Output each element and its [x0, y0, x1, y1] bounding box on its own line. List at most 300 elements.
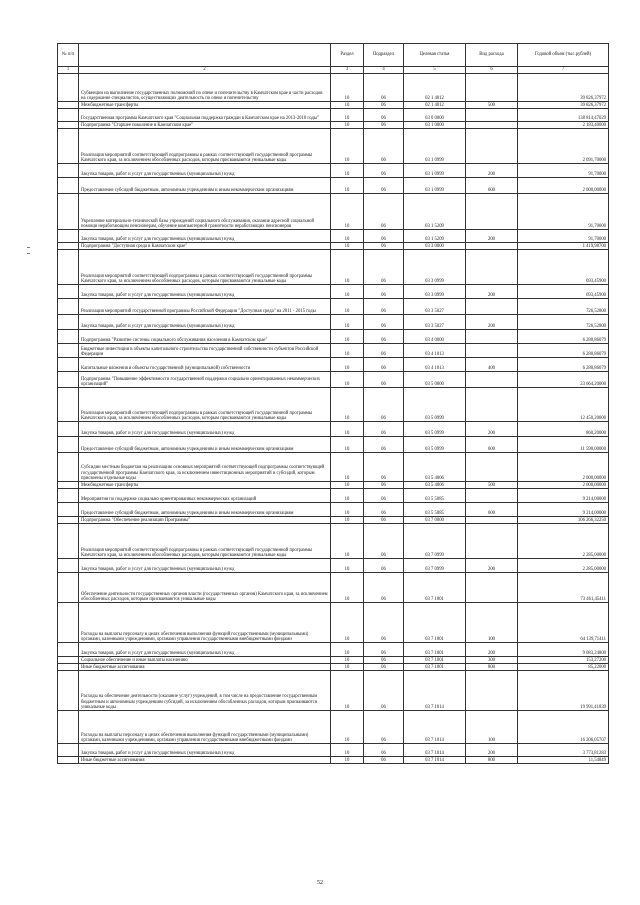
table-row — [58, 489, 609, 503]
cell-tselevaya-statya: 03 3 5027 — [404, 299, 466, 315]
cell-vid-raskhoda — [466, 194, 518, 230]
cell-num — [58, 671, 79, 711]
cell-podrazdel: 06 — [364, 109, 404, 122]
cell-podrazdel: 06 — [364, 657, 404, 664]
cell-razdel: 10 — [331, 524, 364, 559]
cell-podrazdel: 06 — [364, 757, 404, 764]
cell-amount: 73 461,45411 — [518, 573, 609, 603]
cell-amount: 19 991,41839 — [518, 671, 609, 711]
cell-vid-raskhoda — [466, 330, 518, 344]
cell-podrazdel: 06 — [364, 664, 404, 671]
cell-num — [58, 489, 79, 503]
cell-vid-raskhoda: 200 — [466, 559, 518, 573]
cell-num — [58, 517, 79, 524]
cell-podrazdel: 06 — [364, 643, 404, 657]
cell-podrazdel: 06 — [364, 711, 404, 744]
cell-num — [58, 372, 79, 388]
cell-amount: 1 419,98700 — [518, 243, 609, 250]
cell-tselevaya-statya: 03 1 5209 — [404, 230, 466, 243]
cell-amount: 693,45900 — [518, 285, 609, 299]
table-row — [58, 437, 609, 453]
cell-amount: 6 280,86079 — [518, 344, 609, 358]
cell-podrazdel: 06 — [364, 437, 404, 453]
cell-razdel: 10 — [331, 358, 364, 372]
cell-razdel: 10 — [331, 372, 364, 388]
cell-amount: 726,52800 — [518, 299, 609, 315]
table-header-row — [58, 44, 609, 67]
page-number: 52 — [317, 880, 323, 886]
cell-tselevaya-statya: 03 7 1001 — [404, 573, 466, 603]
cell-tselevaya-statya: 03 4 1013 — [404, 344, 466, 358]
cell-num — [58, 453, 79, 482]
cell-num — [58, 330, 79, 344]
cell-podrazdel: 06 — [364, 330, 404, 344]
cell-num — [58, 664, 79, 671]
cell-name: Субвенции на выполнение государственных полномочий по опеке и попечительству в Камчатском крае в части расходов на содержание специалистов, осуществляющих деятельность по опеке и попечительству — [79, 74, 331, 102]
cell-razdel: 10 — [331, 178, 364, 194]
cell-name: Предоставление субсидий бюджетным, автономным учреждениям и иным некоммерческим организациям — [79, 437, 331, 453]
cell-name: Закупка товаров, работ и услуг для государственных (муниципальных) нужд — [79, 643, 331, 657]
cell-amount: 2 285,00000 — [518, 559, 609, 573]
cell-vid-raskhoda — [466, 243, 518, 250]
cell-amount: 2 000,00000 — [518, 482, 609, 489]
cell-num — [58, 524, 79, 559]
cell-num — [58, 74, 79, 102]
cell-razdel: 10 — [331, 559, 364, 573]
cell-razdel: 10 — [331, 109, 364, 122]
cell-podrazdel: 06 — [364, 102, 404, 109]
cell-amount: 39 826,37972 — [518, 102, 609, 109]
cell-num — [58, 315, 79, 330]
cell-num — [58, 437, 79, 453]
cell-razdel: 10 — [331, 482, 364, 489]
cell-num — [58, 482, 79, 489]
cell-tselevaya-statya: 03 7 1001 — [404, 603, 466, 643]
cell-vid-raskhoda: 600 — [466, 437, 518, 453]
cell-razdel: 10 — [331, 299, 364, 315]
cell-amount: 11,54849 — [518, 757, 609, 764]
cell-podrazdel: 06 — [364, 524, 404, 559]
cell-tselevaya-statya: 03 5 4006 — [404, 482, 466, 489]
cell-num — [58, 102, 79, 109]
table-row — [58, 671, 609, 711]
cell-podrazdel: 06 — [364, 243, 404, 250]
table-row — [58, 711, 609, 744]
cell-name: Социальное обеспечение и иные выплаты населению — [79, 657, 331, 664]
cell-tselevaya-statya: 03 3 5027 — [404, 315, 466, 330]
cell-name: Государственная программа Камчатского края "Социальная поддержка граждан в Камчатском крае на 2013-2018 годы" — [79, 109, 331, 122]
budget-table — [57, 43, 609, 764]
cell-num — [58, 194, 79, 230]
margin-mark — [27, 247, 30, 248]
cell-podrazdel: 06 — [364, 285, 404, 299]
cell-tselevaya-statya: 03 7 1001 — [404, 643, 466, 657]
table-row — [58, 285, 609, 299]
cell-amount: 91,70000 — [518, 230, 609, 243]
cell-razdel: 10 — [331, 388, 364, 422]
cell-vid-raskhoda — [466, 122, 518, 129]
table-row — [58, 482, 609, 489]
cell-podrazdel: 06 — [364, 164, 404, 178]
cell-name: Мероприятия по поддержке социально ориентированных некоммерческих организаций — [79, 489, 331, 503]
cell-tselevaya-statya: 03 5 0999 — [404, 388, 466, 422]
cell-vid-raskhoda — [466, 517, 518, 524]
cell-podrazdel: 06 — [364, 129, 404, 164]
cell-name: Закупка товаров, работ и услуг для государственных (муниципальных) нужд — [79, 285, 331, 299]
cell-podrazdel: 06 — [364, 503, 404, 517]
cell-amount: 6 280,86079 — [518, 330, 609, 344]
cell-amount: 106 266,32250 — [518, 517, 609, 524]
cell-vid-raskhoda — [466, 129, 518, 164]
cell-podrazdel: 06 — [364, 194, 404, 230]
cell-tselevaya-statya: 03 1 5209 — [404, 194, 466, 230]
cell-num — [58, 388, 79, 422]
cell-podrazdel: 06 — [364, 482, 404, 489]
cell-name: Иные бюджетные ассигнования — [79, 757, 331, 764]
table-row — [58, 643, 609, 657]
cell-num — [58, 109, 79, 122]
cell-razdel: 10 — [331, 437, 364, 453]
cell-num — [58, 358, 79, 372]
cell-num — [58, 503, 79, 517]
header-razdel: Раздел — [331, 44, 364, 67]
cell-razdel: 10 — [331, 744, 364, 757]
table-row — [58, 372, 609, 388]
cell-num — [58, 744, 79, 757]
cell-vid-raskhoda — [466, 453, 518, 482]
table-row — [58, 573, 609, 603]
cell-num — [58, 299, 79, 315]
cell-name: Подпрограмма "Повышение эффективности государственной поддержки социально ориентированных некоммерческих организаций" — [79, 372, 331, 388]
cell-num — [58, 285, 79, 299]
cell-tselevaya-statya: 03 4 0000 — [404, 330, 466, 344]
cell-name: Предоставление субсидий бюджетным, автономным учреждениям и иным некоммерческим организациям — [79, 503, 331, 517]
table-row — [58, 315, 609, 330]
cell-tselevaya-statya: 03 1 0000 — [404, 122, 466, 129]
header-tselevaya-statya: Целевая статья — [404, 44, 466, 67]
table-row — [58, 603, 609, 643]
cell-razdel: 10 — [331, 74, 364, 102]
table-row — [58, 757, 609, 764]
cell-vid-raskhoda: 200 — [466, 230, 518, 243]
cell-name: Капитальные вложения в объекты государственной (муниципальной) собственности — [79, 358, 331, 372]
cell-vid-raskhoda: 800 — [466, 664, 518, 671]
cell-vid-raskhoda — [466, 299, 518, 315]
column-number-row — [58, 67, 609, 74]
cell-amount: 2 000,00000 — [518, 178, 609, 194]
cell-podrazdel: 06 — [364, 573, 404, 603]
cell-razdel: 10 — [331, 453, 364, 482]
cell-razdel: 10 — [331, 664, 364, 671]
column-number: 1 — [58, 67, 79, 74]
cell-name: Закупка товаров, работ и услуг для государственных (муниципальных) нужд — [79, 744, 331, 757]
cell-num — [58, 243, 79, 250]
table-row — [58, 503, 609, 517]
header-num: № п/п — [58, 44, 79, 67]
cell-num — [58, 164, 79, 178]
header-godovoy-obem: Годовой объем (тыс.рублей) — [518, 44, 609, 67]
cell-razdel: 10 — [331, 489, 364, 503]
cell-tselevaya-statya: 03 7 1014 — [404, 671, 466, 711]
cell-tselevaya-statya: 03 7 1001 — [404, 664, 466, 671]
cell-podrazdel: 06 — [364, 388, 404, 422]
table-row — [58, 129, 609, 164]
cell-vid-raskhoda — [466, 250, 518, 285]
cell-podrazdel: 06 — [364, 344, 404, 358]
cell-num — [58, 603, 79, 643]
column-number: 4 — [364, 67, 404, 74]
table-body — [58, 74, 609, 764]
cell-vid-raskhoda: 200 — [466, 164, 518, 178]
cell-razdel: 10 — [331, 164, 364, 178]
table-row — [58, 178, 609, 194]
cell-razdel: 10 — [331, 643, 364, 657]
cell-amount: 138 814,47029 — [518, 109, 609, 122]
cell-num — [58, 643, 79, 657]
cell-vid-raskhoda — [466, 372, 518, 388]
cell-name: Укрепление материально-технической базы учреждений социального обслуживания, оказание адресной социальной помощи неработающим пенсионерам, обучение компьютерной грамотности неработающих пенсионеров — [79, 194, 331, 230]
table-row — [58, 194, 609, 230]
cell-tselevaya-statya: 03 1 0999 — [404, 164, 466, 178]
table-row — [58, 250, 609, 285]
cell-razdel: 10 — [331, 517, 364, 524]
cell-podrazdel: 06 — [364, 489, 404, 503]
cell-name: Подпрограмма "Обеспечение реализации Программы" — [79, 517, 331, 524]
cell-podrazdel: 06 — [364, 74, 404, 102]
cell-num — [58, 422, 79, 437]
cell-num — [58, 250, 79, 285]
cell-vid-raskhoda: 600 — [466, 503, 518, 517]
cell-name: Реализация мероприятий соответствующей подпрограммы в рамках соответствующей государственной программы Камчатского края, за исключением обособленных расходов, которым присваиваются уникальные коды — [79, 250, 331, 285]
cell-podrazdel: 06 — [364, 299, 404, 315]
cell-name: Межбюджетные трансферты — [79, 482, 331, 489]
cell-tselevaya-statya: 03 0 0000 — [404, 109, 466, 122]
cell-razdel: 10 — [331, 194, 364, 230]
cell-vid-raskhoda: 100 — [466, 603, 518, 643]
table-row — [58, 122, 609, 129]
cell-razdel: 10 — [331, 573, 364, 603]
cell-amount: 39 826,37972 — [518, 74, 609, 102]
column-number: 3 — [331, 67, 364, 74]
cell-podrazdel: 06 — [364, 603, 404, 643]
cell-podrazdel: 06 — [364, 559, 404, 573]
cell-name: Расходы на выплаты персоналу в целях обеспечения выполнения функций государственными (муниципальными) органами, казенными учреждениями, органами управления государственными внебюджетными фондами — [79, 603, 331, 643]
cell-podrazdel: 06 — [364, 422, 404, 437]
column-number: 6 — [466, 67, 518, 74]
cell-tselevaya-statya: 03 7 1014 — [404, 711, 466, 744]
cell-podrazdel: 06 — [364, 372, 404, 388]
cell-podrazdel: 06 — [364, 122, 404, 129]
cell-razdel: 10 — [331, 422, 364, 437]
cell-name: Реализация мероприятий соответствующей подпрограммы в рамках соответствующей государственной программы Камчатского края, за исключением обособленных расходов, которым присваиваются уникальные коды — [79, 524, 331, 559]
cell-name: Реализация мероприятий государственной программы Российской Федерации "Доступная среда" на 2011 - 2015 годы — [79, 299, 331, 315]
column-number: 5 — [404, 67, 466, 74]
cell-podrazdel: 06 — [364, 744, 404, 757]
cell-name: Закупка товаров, работ и услуг для государственных (муниципальных) нужд — [79, 230, 331, 243]
cell-amount: 91,70000 — [518, 164, 609, 178]
cell-num — [58, 230, 79, 243]
cell-vid-raskhoda: 500 — [466, 482, 518, 489]
table-row — [58, 102, 609, 109]
table-row — [58, 74, 609, 102]
table-row — [58, 453, 609, 482]
cell-tselevaya-statya: 03 7 1001 — [404, 657, 466, 664]
cell-name: Закупка товаров, работ и услуг для государственных (муниципальных) нужд — [79, 164, 331, 178]
table-row — [58, 524, 609, 559]
cell-vid-raskhoda — [466, 524, 518, 559]
cell-vid-raskhoda: 800 — [466, 757, 518, 764]
cell-name: Подпрограмма "Развитие системы социального обслуживания населения в Камчатском крае" — [79, 330, 331, 344]
column-number: 2 — [79, 67, 331, 74]
cell-tselevaya-statya: 03 7 0000 — [404, 517, 466, 524]
cell-amount: 9 214,00000 — [518, 489, 609, 503]
cell-podrazdel: 06 — [364, 453, 404, 482]
cell-tselevaya-statya: 03 3 0000 — [404, 243, 466, 250]
cell-num — [58, 573, 79, 603]
cell-name: Бюджетные инвестиции в объекты капитального строительства государственной собственности субъектов Российской Федерации — [79, 344, 331, 358]
cell-razdel: 10 — [331, 285, 364, 299]
cell-vid-raskhoda: 400 — [466, 358, 518, 372]
cell-vid-raskhoda: 100 — [466, 711, 518, 744]
cell-tselevaya-statya: 03 1 0999 — [404, 129, 466, 164]
cell-tselevaya-statya: 03 7 0999 — [404, 559, 466, 573]
table-row — [58, 388, 609, 422]
cell-razdel: 10 — [331, 102, 364, 109]
cell-num — [58, 657, 79, 664]
cell-amount: 2 183,40000 — [518, 122, 609, 129]
cell-num — [58, 178, 79, 194]
cell-tselevaya-statya: 02 1 4012 — [404, 74, 466, 102]
cell-vid-raskhoda — [466, 109, 518, 122]
table-row — [58, 422, 609, 437]
cell-razdel: 10 — [331, 657, 364, 664]
cell-tselevaya-statya: 03 7 0999 — [404, 524, 466, 559]
cell-razdel: 10 — [331, 129, 364, 164]
cell-num — [58, 757, 79, 764]
cell-tselevaya-statya: 03 1 0999 — [404, 178, 466, 194]
cell-vid-raskhoda — [466, 344, 518, 358]
table-row — [58, 330, 609, 344]
cell-vid-raskhoda: 200 — [466, 643, 518, 657]
cell-vid-raskhoda — [466, 388, 518, 422]
cell-tselevaya-statya: 03 7 1014 — [404, 744, 466, 757]
cell-name: Реализация мероприятий соответствующей подпрограммы в рамках соответствующей государственной программы Камчатского края, за исключением обособленных расходов, которым присваиваются уникальные коды — [79, 129, 331, 164]
table-row — [58, 664, 609, 671]
cell-amount: 2 000,00000 — [518, 453, 609, 482]
cell-name: Межбюджетные трансферты — [79, 102, 331, 109]
table-row — [58, 517, 609, 524]
cell-amount: 2 091,70000 — [518, 129, 609, 164]
cell-razdel: 10 — [331, 671, 364, 711]
cell-name: Иные бюджетные ассигнования — [79, 664, 331, 671]
cell-name: Обеспечение деятельности государственных органов власти (государственных органов) Камчатского края, за исключением обособленных расходов, которым присваиваются уникальные коды — [79, 573, 331, 603]
cell-num — [58, 559, 79, 573]
cell-vid-raskhoda — [466, 573, 518, 603]
cell-podrazdel: 06 — [364, 250, 404, 285]
cell-amount: 6 280,86079 — [518, 358, 609, 372]
cell-podrazdel: 06 — [364, 671, 404, 711]
cell-num — [58, 344, 79, 358]
cell-razdel: 10 — [331, 757, 364, 764]
cell-razdel: 10 — [331, 230, 364, 243]
table-row — [58, 744, 609, 757]
cell-vid-raskhoda: 600 — [466, 178, 518, 194]
cell-name: Расходы на выплаты персоналу в целях обеспечения выполнения функций государственными (муниципальными) органами, казенными учреждениями, органами управления государственными внебюджетными фондами — [79, 711, 331, 744]
cell-tselevaya-statya: 03 5 0000 — [404, 372, 466, 388]
cell-vid-raskhoda — [466, 489, 518, 503]
cell-name: Закупка товаров, работ и услуг для государственных (муниципальных) нужд — [79, 559, 331, 573]
cell-vid-raskhoda: 200 — [466, 285, 518, 299]
cell-razdel: 10 — [331, 122, 364, 129]
cell-podrazdel: 06 — [364, 178, 404, 194]
cell-tselevaya-statya: 03 5 0999 — [404, 422, 466, 437]
table-row — [58, 230, 609, 243]
header-name — [79, 44, 331, 67]
table-row — [58, 299, 609, 315]
cell-razdel: 10 — [331, 711, 364, 744]
cell-tselevaya-statya: 03 5 5085 — [404, 489, 466, 503]
cell-amount: 64 139,71411 — [518, 603, 609, 643]
table-row — [58, 344, 609, 358]
cell-name: Предоставление субсидий бюджетным, автономным учреждениям и иным некоммерческим организациям — [79, 178, 331, 194]
cell-podrazdel: 06 — [364, 315, 404, 330]
cell-amount: 726,52800 — [518, 315, 609, 330]
cell-name: Подпрограмма "Старшее поколение в Камчатском крае" — [79, 122, 331, 129]
cell-name: Субсидии местным бюджетам на реализацию основных мероприятий соответствующей подпрограммы соответствующей государственной программы Камчатского края, за исключением инвестиционных мероприятий и субсидий, которым присвоены отдельные коды — [79, 453, 331, 482]
cell-razdel: 10 — [331, 344, 364, 358]
cell-amount: 693,45900 — [518, 250, 609, 285]
cell-podrazdel: 06 — [364, 517, 404, 524]
cell-name: Расходы на обеспечение деятельности (оказание услуг) учреждений, в том числе на предоставление государственным бюджетным и автономным учреждениям субсидий, за исключением обособленных расходов, которым присваиваются уникальные коды — [79, 671, 331, 711]
cell-amount: 3 773,81283 — [518, 744, 609, 757]
cell-tselevaya-statya: 02 1 4012 — [404, 102, 466, 109]
cell-name: Реализация мероприятий соответствующей подпрограммы в рамках соответствующей государственной программы Камчатского края, за исключением обособленных расходов, которым присваиваются уникальные коды — [79, 388, 331, 422]
cell-name: Подпрограмма "Доступная среда в Камчатском крае" — [79, 243, 331, 250]
table-row — [58, 358, 609, 372]
cell-vid-raskhoda: 200 — [466, 422, 518, 437]
table-row — [58, 243, 609, 250]
cell-tselevaya-statya: 03 5 0999 — [404, 437, 466, 453]
cell-razdel: 10 — [331, 243, 364, 250]
cell-num — [58, 129, 79, 164]
cell-vid-raskhoda: 500 — [466, 102, 518, 109]
cell-name: Закупка товаров, работ и услуг для государственных (муниципальных) нужд — [79, 422, 331, 437]
cell-amount: 12 450,20000 — [518, 388, 609, 422]
cell-vid-raskhoda: 300 — [466, 657, 518, 664]
cell-amount: 23 664,20000 — [518, 372, 609, 388]
cell-razdel: 10 — [331, 603, 364, 643]
cell-amount: 9 083,24800 — [518, 643, 609, 657]
cell-vid-raskhoda — [466, 74, 518, 102]
cell-amount: 85,22000 — [518, 664, 609, 671]
cell-vid-raskhoda: 200 — [466, 315, 518, 330]
cell-razdel: 10 — [331, 503, 364, 517]
cell-razdel: 10 — [331, 315, 364, 330]
table-row — [58, 657, 609, 664]
cell-podrazdel: 06 — [364, 358, 404, 372]
cell-tselevaya-statya: 03 7 1014 — [404, 757, 466, 764]
cell-amount: 153,27200 — [518, 657, 609, 664]
cell-tselevaya-statya: 03 4 1013 — [404, 358, 466, 372]
cell-tselevaya-statya: 03 5 4006 — [404, 453, 466, 482]
cell-amount: 860,20000 — [518, 422, 609, 437]
table-row — [58, 559, 609, 573]
cell-amount: 16 206,05707 — [518, 711, 609, 744]
column-number: 7 — [518, 67, 609, 74]
cell-name: Закупка товаров, работ и услуг для государственных (муниципальных) нужд — [79, 315, 331, 330]
table-row — [58, 109, 609, 122]
table-row — [58, 164, 609, 178]
